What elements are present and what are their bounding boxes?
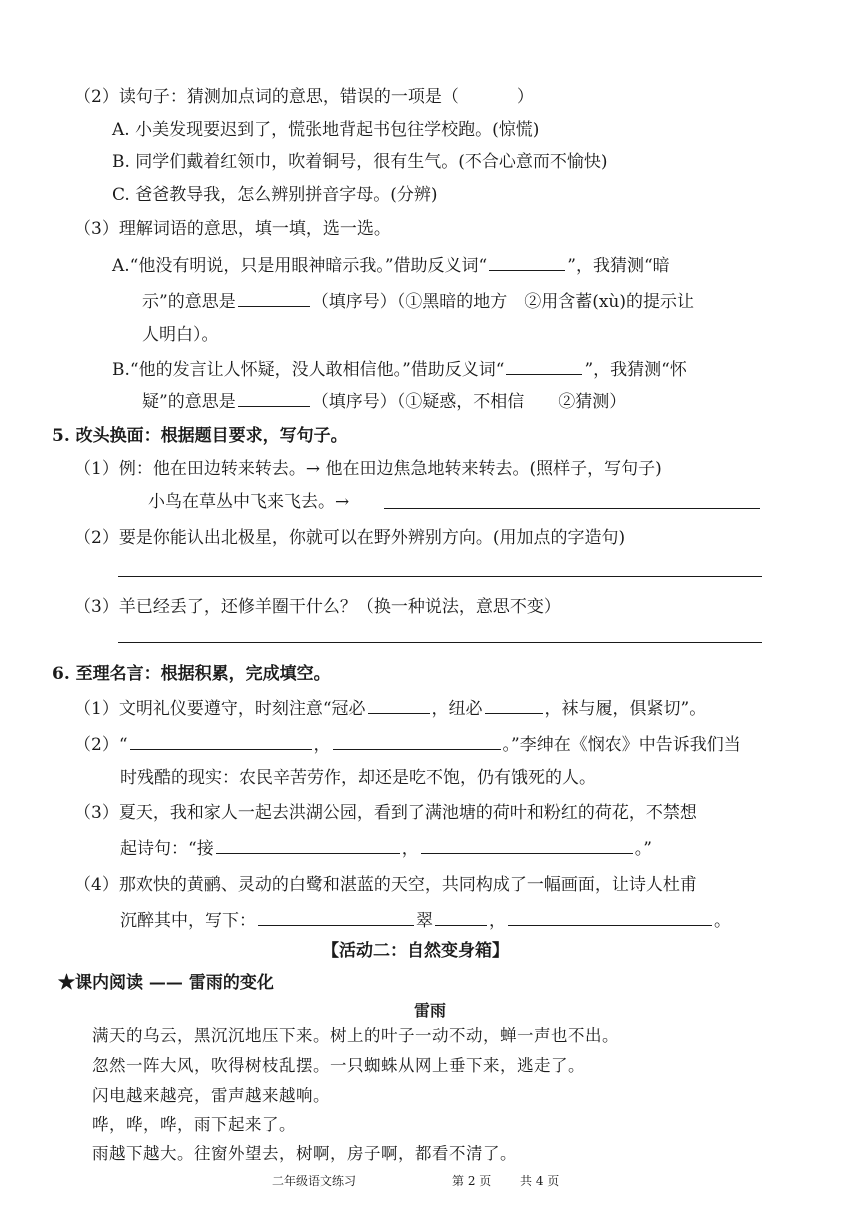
q4-3-a-text-2: ”，我猜测“暗 bbox=[567, 256, 670, 276]
choice-blank-a[interactable] bbox=[238, 290, 310, 307]
antonym-blank-a[interactable] bbox=[489, 254, 565, 271]
q6-2-text-2: ， bbox=[313, 735, 331, 755]
q6-4-blank-3[interactable] bbox=[508, 909, 712, 926]
q6-2-line2: 时残酷的现实：农民辛苦劳作，却还是吃不饱，仍有饿死的人。 bbox=[120, 768, 596, 788]
q6-1-blank-1[interactable] bbox=[368, 697, 430, 714]
q4-2-stem bbox=[74, 86, 534, 108]
q6-1-text: （1）文明礼仪要遵守，时刻注意“冠必 bbox=[74, 699, 366, 719]
q6-3-text: 起诗句：“接 bbox=[120, 839, 214, 859]
q4-2-stem-close: ） bbox=[516, 87, 534, 107]
q6-title: 6. 至理名言：根据积累，完成填空。 bbox=[52, 664, 331, 684]
story-line: 哗，哗，哗，雨下起来了。 bbox=[92, 1115, 296, 1134]
q4-2-stem-text: （2）读句子：猜测加点词的意思，错误的一项是（ bbox=[74, 87, 459, 107]
q4-3-a-line3: 人明白）。 bbox=[142, 325, 219, 345]
q5-2-answer-line[interactable] bbox=[118, 576, 762, 577]
q5-3-prompt: （3）羊已经丢了，还修羊圈干什么？（换一种说法，意思不变） bbox=[74, 597, 561, 617]
q4-3-b-line1 bbox=[112, 358, 687, 381]
q6-3-line1: （3）夏天，我和家人一起去洪湖公园，看到了满池塘的荷叶和粉红的荷花，不禁想 bbox=[74, 803, 697, 823]
q6-3-blank-2[interactable] bbox=[421, 837, 633, 854]
q6-3-line2 bbox=[120, 837, 652, 860]
footer-page-total: 共 4 页 bbox=[520, 1174, 560, 1188]
q6-4-text: 沉醉其中，写下： bbox=[120, 911, 256, 931]
footer-title: 二年级语文练习 bbox=[272, 1174, 357, 1188]
q6-2-blank-1[interactable] bbox=[130, 733, 312, 750]
activity-title: 【活动二：自然变身箱】 bbox=[322, 941, 509, 961]
q5-title: 5. 改头换面：根据题目要求，写句子。 bbox=[52, 426, 348, 446]
q4-3-b-text-3: 疑”的意思是 bbox=[142, 392, 236, 412]
q6-1-blank-2[interactable] bbox=[485, 697, 543, 714]
story-line: 忽然一阵大风，吹得树枝乱摆。一只蜘蛛从网上垂下来，逃走了。 bbox=[92, 1056, 585, 1075]
q6-4-line2 bbox=[120, 909, 731, 932]
q4-3-b-text: B.“他的发言让人怀疑，没人敢相信他。”借助反义词“ bbox=[112, 360, 505, 380]
q6-3-blank-1[interactable] bbox=[216, 837, 400, 854]
q6-4-text-3: ， bbox=[489, 911, 506, 931]
q6-2-text-3: 。”李绅在《悯农》中告诉我们当 bbox=[502, 735, 741, 755]
q4-3-a-line1 bbox=[112, 254, 670, 277]
q4-3-stem: （3）理解词语的意思，填一填，选一选。 bbox=[74, 219, 391, 239]
antonym-blank-b[interactable] bbox=[506, 358, 582, 375]
reading-heading: ★课内阅读 —— 雷雨的变化 bbox=[58, 973, 274, 993]
q4-2-option-c: C. 爸爸教导我，怎么辨别拼音字母。(分辨) bbox=[112, 185, 438, 205]
q6-3-text-3: 。” bbox=[634, 839, 652, 859]
q4-2-option-a: A. 小美发现要迟到了，慌张地背起书包往学校跑。(惊慌) bbox=[112, 120, 540, 140]
q4-3-b-line2 bbox=[142, 390, 626, 413]
q4-3-a-text-4: （填序号）（①黑暗的地方 ②用含蓄(xù)的提示让 bbox=[311, 292, 695, 312]
q5-3-answer-line[interactable] bbox=[118, 642, 762, 643]
story-line: 雨越下越大。往窗外望去，树啊，房子啊，都看不清了。 bbox=[92, 1144, 517, 1163]
story-title: 雷雨 bbox=[413, 1001, 446, 1020]
q5-1-answer-line[interactable] bbox=[384, 508, 760, 509]
q6-3-text-2: ， bbox=[401, 839, 419, 859]
q6-2-line1 bbox=[74, 733, 741, 756]
q6-1-line bbox=[74, 697, 706, 720]
q4-3-b-text-4: （填序号）（①疑惑，不相信 ②猜测） bbox=[311, 392, 627, 412]
q4-2-option-b: B. 同学们戴着红领巾，吹着铜号，很有生气。(不合心意而不愉快) bbox=[112, 152, 608, 172]
q4-3-a-text: A.“他没有明说，只是用眼神暗示我。”借助反义词“ bbox=[112, 256, 488, 276]
story-line: 满天的乌云，黑沉沉地压下来。树上的叶子一动不动，蝉一声也不出。 bbox=[92, 1026, 619, 1045]
q5-2-prompt: （2）要是你能认出北极星，你就可以在野外辨别方向。(用加点的字造句) bbox=[74, 528, 626, 548]
q6-1-text-3: ，袜与履，俱紧切”。 bbox=[544, 699, 707, 719]
q6-2-blank-2[interactable] bbox=[333, 733, 501, 750]
q5-1-prompt: 小鸟在草丛中飞来飞去。→ bbox=[148, 492, 350, 512]
q5-1-example: （1）例：他在田边转来转去。→ 他在田边焦急地转来转去。(照样子，写句子) bbox=[74, 459, 662, 479]
q6-4-text-4: 。 bbox=[714, 911, 731, 931]
q6-2-text: （2）“ bbox=[74, 735, 128, 755]
q6-4-blank-2[interactable] bbox=[435, 909, 487, 926]
q6-4-text-2: 翠 bbox=[416, 911, 433, 931]
q4-3-a-line2 bbox=[142, 290, 694, 313]
choice-blank-b[interactable] bbox=[238, 390, 310, 407]
q4-3-a-text-3: 示”的意思是 bbox=[142, 292, 236, 312]
q6-1-text-2: ，纽必 bbox=[431, 699, 483, 719]
footer-page-number: 第 2 页 bbox=[452, 1174, 492, 1188]
q6-4-line1: （4）那欢快的黄鹂、灵动的白鹭和湛蓝的天空，共同构成了一幅画面，让诗人杜甫 bbox=[74, 875, 697, 895]
q4-3-b-text-2: ”，我猜测“怀 bbox=[584, 360, 687, 380]
story-line: 闪电越来越亮，雷声越来越响。 bbox=[92, 1086, 330, 1105]
q6-4-blank-1[interactable] bbox=[258, 909, 414, 926]
